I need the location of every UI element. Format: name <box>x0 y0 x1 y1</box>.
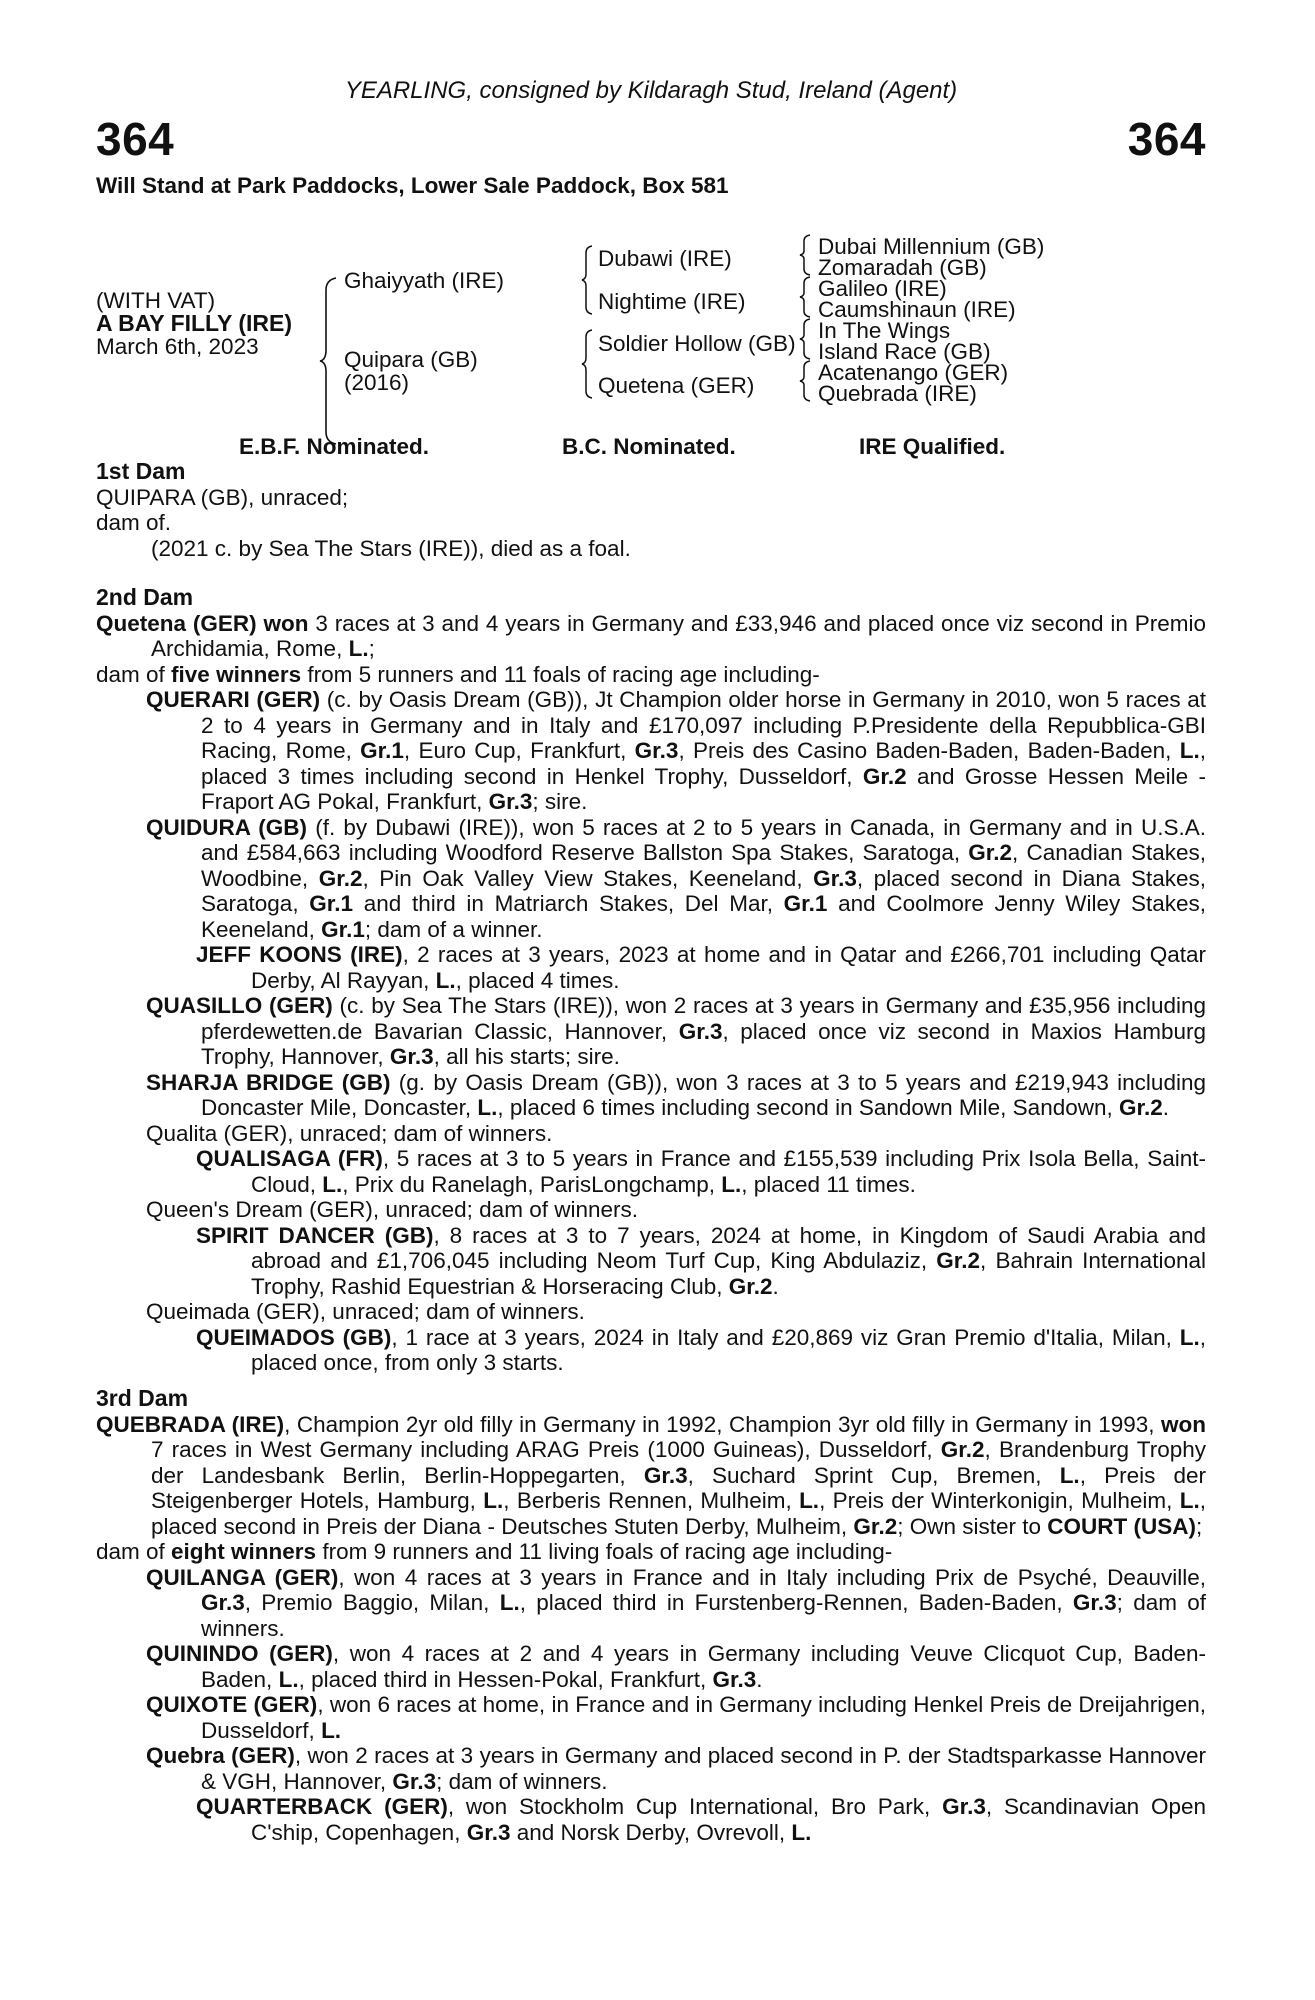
grand-produce-entry: JEFF KOONS (IRE), 2 races at 3 years, 2023 at home and in Qatar and £266,701 including Qatar Derby, Al Rayyan, L., placed 4 times. <box>196 942 1207 993</box>
bc-nomination: B.C. Nominated. <box>562 434 736 459</box>
ds-dam: Island Race (GB) <box>818 339 991 364</box>
grand-produce-entry: QUARTERBACK (GER), won Stockholm Cup International, Bro Park, Gr.3, Scandinavian Open C'ship, Copenhagen, Gr.3 and Norsk Derby, Ovrevoll, L. <box>196 1794 1206 1845</box>
sd-dam: Caumshinaun (IRE) <box>818 297 1016 322</box>
ss-dam: Zomaradah (GB) <box>818 255 987 280</box>
dam3-produce-summary: dam of eight winners from 9 runners and 11 living foals of racing age including- <box>96 1539 893 1564</box>
produce-entry: Quebra (GER), won 2 races at 3 years in Germany and placed second in P. der Stadtsparkasse Hannover & VGH, Hannover, Gr.3; dam of winners. <box>146 1743 1206 1794</box>
produce-entry: QUILANGA (GER), won 4 races at 3 years in France and in Italy including Prix de Psyché, Deauville, Gr.3, Premio Baggio, Milan, L., placed third in Furstenberg-Rennen, Baden-Baden, Gr.3; dam of winners. <box>146 1564 1206 1641</box>
produce-entry: QUIXOTE (GER), won 6 races at home, in France and in Germany including Henkel Preis de Dreijahrigen, Dusseldorf, L. <box>146 1692 1206 1743</box>
sd-sire: Galileo (IRE) <box>818 276 947 301</box>
second-dam-section <box>96 585 1206 1376</box>
main-brace-icon <box>318 276 340 446</box>
ds-sire: In The Wings <box>818 318 951 343</box>
dam-sire: Soldier Hollow (GB) <box>598 331 796 356</box>
dam1-produce: (2021 c. by Sea The Stars (IRE)), died as a foal. <box>151 535 631 561</box>
dam-brace-icon <box>580 328 594 400</box>
sd-brace-icon <box>798 275 812 319</box>
produce-entry: Queimada (GER), unraced; dam of winners. <box>146 1299 585 1324</box>
sire-brace-icon <box>580 244 594 316</box>
produce-entry: SHARJA BRIDGE (GB) (g. by Oasis Dream (GB)), won 3 races at 3 to 5 years and £219,943 including Doncaster Mile, Doncaster, L., placed 6 times including second in Sandown Mile, Sandown, Gr.2. <box>146 1069 1206 1120</box>
ss-brace-icon <box>798 233 812 277</box>
produce-entry: QUININDO (GER), won 4 races at 2 and 4 years in Germany including Veuve Clicquot Cup, Baden-Baden, L., placed third in Hessen-Pokal, Frankfurt, Gr.3. <box>146 1641 1206 1692</box>
dd-sire: Acatenango (GER) <box>818 360 1009 385</box>
section-title: 2nd Dam <box>96 584 194 610</box>
dam-dam: Quetena (GER) <box>598 373 755 398</box>
ire-qualification: IRE Qualified. <box>859 434 1006 459</box>
ebf-nomination: E.B.F. Nominated. <box>239 434 430 459</box>
dd-dam: Quebrada (IRE) <box>818 381 977 406</box>
lot-number-right: 364 <box>1127 113 1206 165</box>
sire-sire: Dubawi (IRE) <box>598 246 732 271</box>
dam1-line: dam of. <box>96 510 172 535</box>
consignment-line: YEARLING, consigned by Kildaragh Stud, Ireland (Agent) <box>344 77 958 104</box>
dd-brace-icon <box>798 359 812 403</box>
produce-entry: Qualita (GER), unraced; dam of winners. <box>146 1120 553 1146</box>
dam-year: (2016) <box>344 370 410 395</box>
lot-number-left: 364 <box>96 113 175 165</box>
section-title: 3rd Dam <box>96 1385 189 1411</box>
first-dam-section <box>96 459 1206 561</box>
dam-name: Quipara (GB) <box>344 347 478 372</box>
sire-name: Ghaiyyath (IRE) <box>344 268 505 293</box>
produce-entry: Queen's Dream (GER), unraced; dam of winners. <box>146 1197 638 1222</box>
vat-note: (WITH VAT) <box>96 288 216 313</box>
section-title: 1st Dam <box>96 458 186 484</box>
horse-name: A BAY FILLY (IRE) <box>96 310 292 336</box>
ds-brace-icon <box>798 317 812 361</box>
produce-entry: QUERARI (GER) (c. by Oasis Dream (GB)), Jt Champion older horse in Germany in 2010, won 5 races at 2 to 4 years in Germany and in Italy and £170,097 including P.Presidente della Repubblica-GBI Racing, Rome, Gr.1, Euro Cup, Frankfurt, Gr.3, Preis des Casino Baden-Baden, Baden-Baden, L., placed 3 times including second in Henkel Trophy, Dusseldorf, Gr.2 and Grosse Hessen Meile - Fraport AG Pokal, Frankfurt, Gr.3; sire. <box>146 687 1207 814</box>
grand-produce-entry: QUEIMADOS (GB), 1 race at 3 years, 2024 in Italy and £20,869 viz Gran Premio d'Italia, Milan, L., placed once, from only 3 starts. <box>196 1324 1207 1375</box>
dam2-record: Quetena (GER) won 3 races at 3 and 4 years in Germany and £33,946 and placed once viz second in Premio Archidamia, Rome, L.; <box>96 610 1206 661</box>
third-dam-section <box>96 1386 1206 1845</box>
dam1-line: QUIPARA (GB), unraced; <box>96 484 349 510</box>
dam3-record: QUEBRADA (IRE), Champion 2yr old filly in Germany in 1992, Champion 3yr old filly in Germany in 1993, won 7 races in West Germany including ARAG Preis (1000 Guineas), Dusseldorf, Gr.2, Brandenburg Trophy der Landesbank Berlin, Berlin-Hoppegarten, Gr.3, Suchard Sprint Cup, Bremen, L., Preis der Steigenberger Hotels, Hamburg, L., Berberis Rennen, Mulheim, L., Preis der Winterkonigin, Mulheim, L., placed second in Preis der Diana - Deutsches Stuten Derby, Mulheim, Gr.2; Own sister to COURT (USA); <box>96 1411 1207 1539</box>
produce-entry: QUASILLO (GER) (c. by Sea The Stars (IRE)), won 2 races at 3 years in Germany and £35,956 including pferdewetten.de Bavarian Classic, Hannover, Gr.3, placed once viz second in Maxios Hamburg Trophy, Hannover, Gr.3, all his starts; sire. <box>146 993 1206 1069</box>
produce-entry: QUIDURA (GB) (f. by Dubawi (IRE)), won 5 races at 2 to 5 years in Canada, in Germany and in U.S.A. and £584,663 including Woodford Reserve Ballston Spa Stakes, Saratoga, Gr.2, Canadian Stakes, Woodbine, Gr.2, Pin Oak Valley View Stakes, Keeneland, Gr.3, placed second in Diana Stakes, Saratoga, Gr.1 and third in Matriarch Stakes, Del Mar, Gr.1 and Coolmore Jenny Wiley Stakes, Keeneland, Gr.1; dam of a winner. <box>146 814 1206 942</box>
dam2-produce-summary: dam of five winners from 5 runners and 11 foals of racing age including- <box>96 661 820 687</box>
foaling-date: March 6th, 2023 <box>96 334 259 359</box>
ss-sire: Dubai Millennium (GB) <box>818 234 1045 259</box>
standing-location: Will Stand at Park Paddocks, Lower Sale Paddock, Box 581 <box>96 173 729 198</box>
grand-produce-entry: QUALISAGA (FR), 5 races at 3 to 5 years in France and £155,539 including Prix Isola Bella, Saint-Cloud, L., Prix du Ranelagh, ParisLongchamp, L., placed 11 times. <box>196 1146 1207 1197</box>
grand-produce-entry: SPIRIT DANCER (GB), 8 races at 3 to 7 years, 2024 at home, in Kingdom of Saudi Arabia and abroad and £1,706,045 including Neom Turf Cup, King Abdulaziz, Gr.2, Bahrain International Trophy, Rashid Equestrian & Horseracing Club, Gr.2. <box>196 1222 1206 1299</box>
sire-dam: Nightime (IRE) <box>598 289 746 314</box>
